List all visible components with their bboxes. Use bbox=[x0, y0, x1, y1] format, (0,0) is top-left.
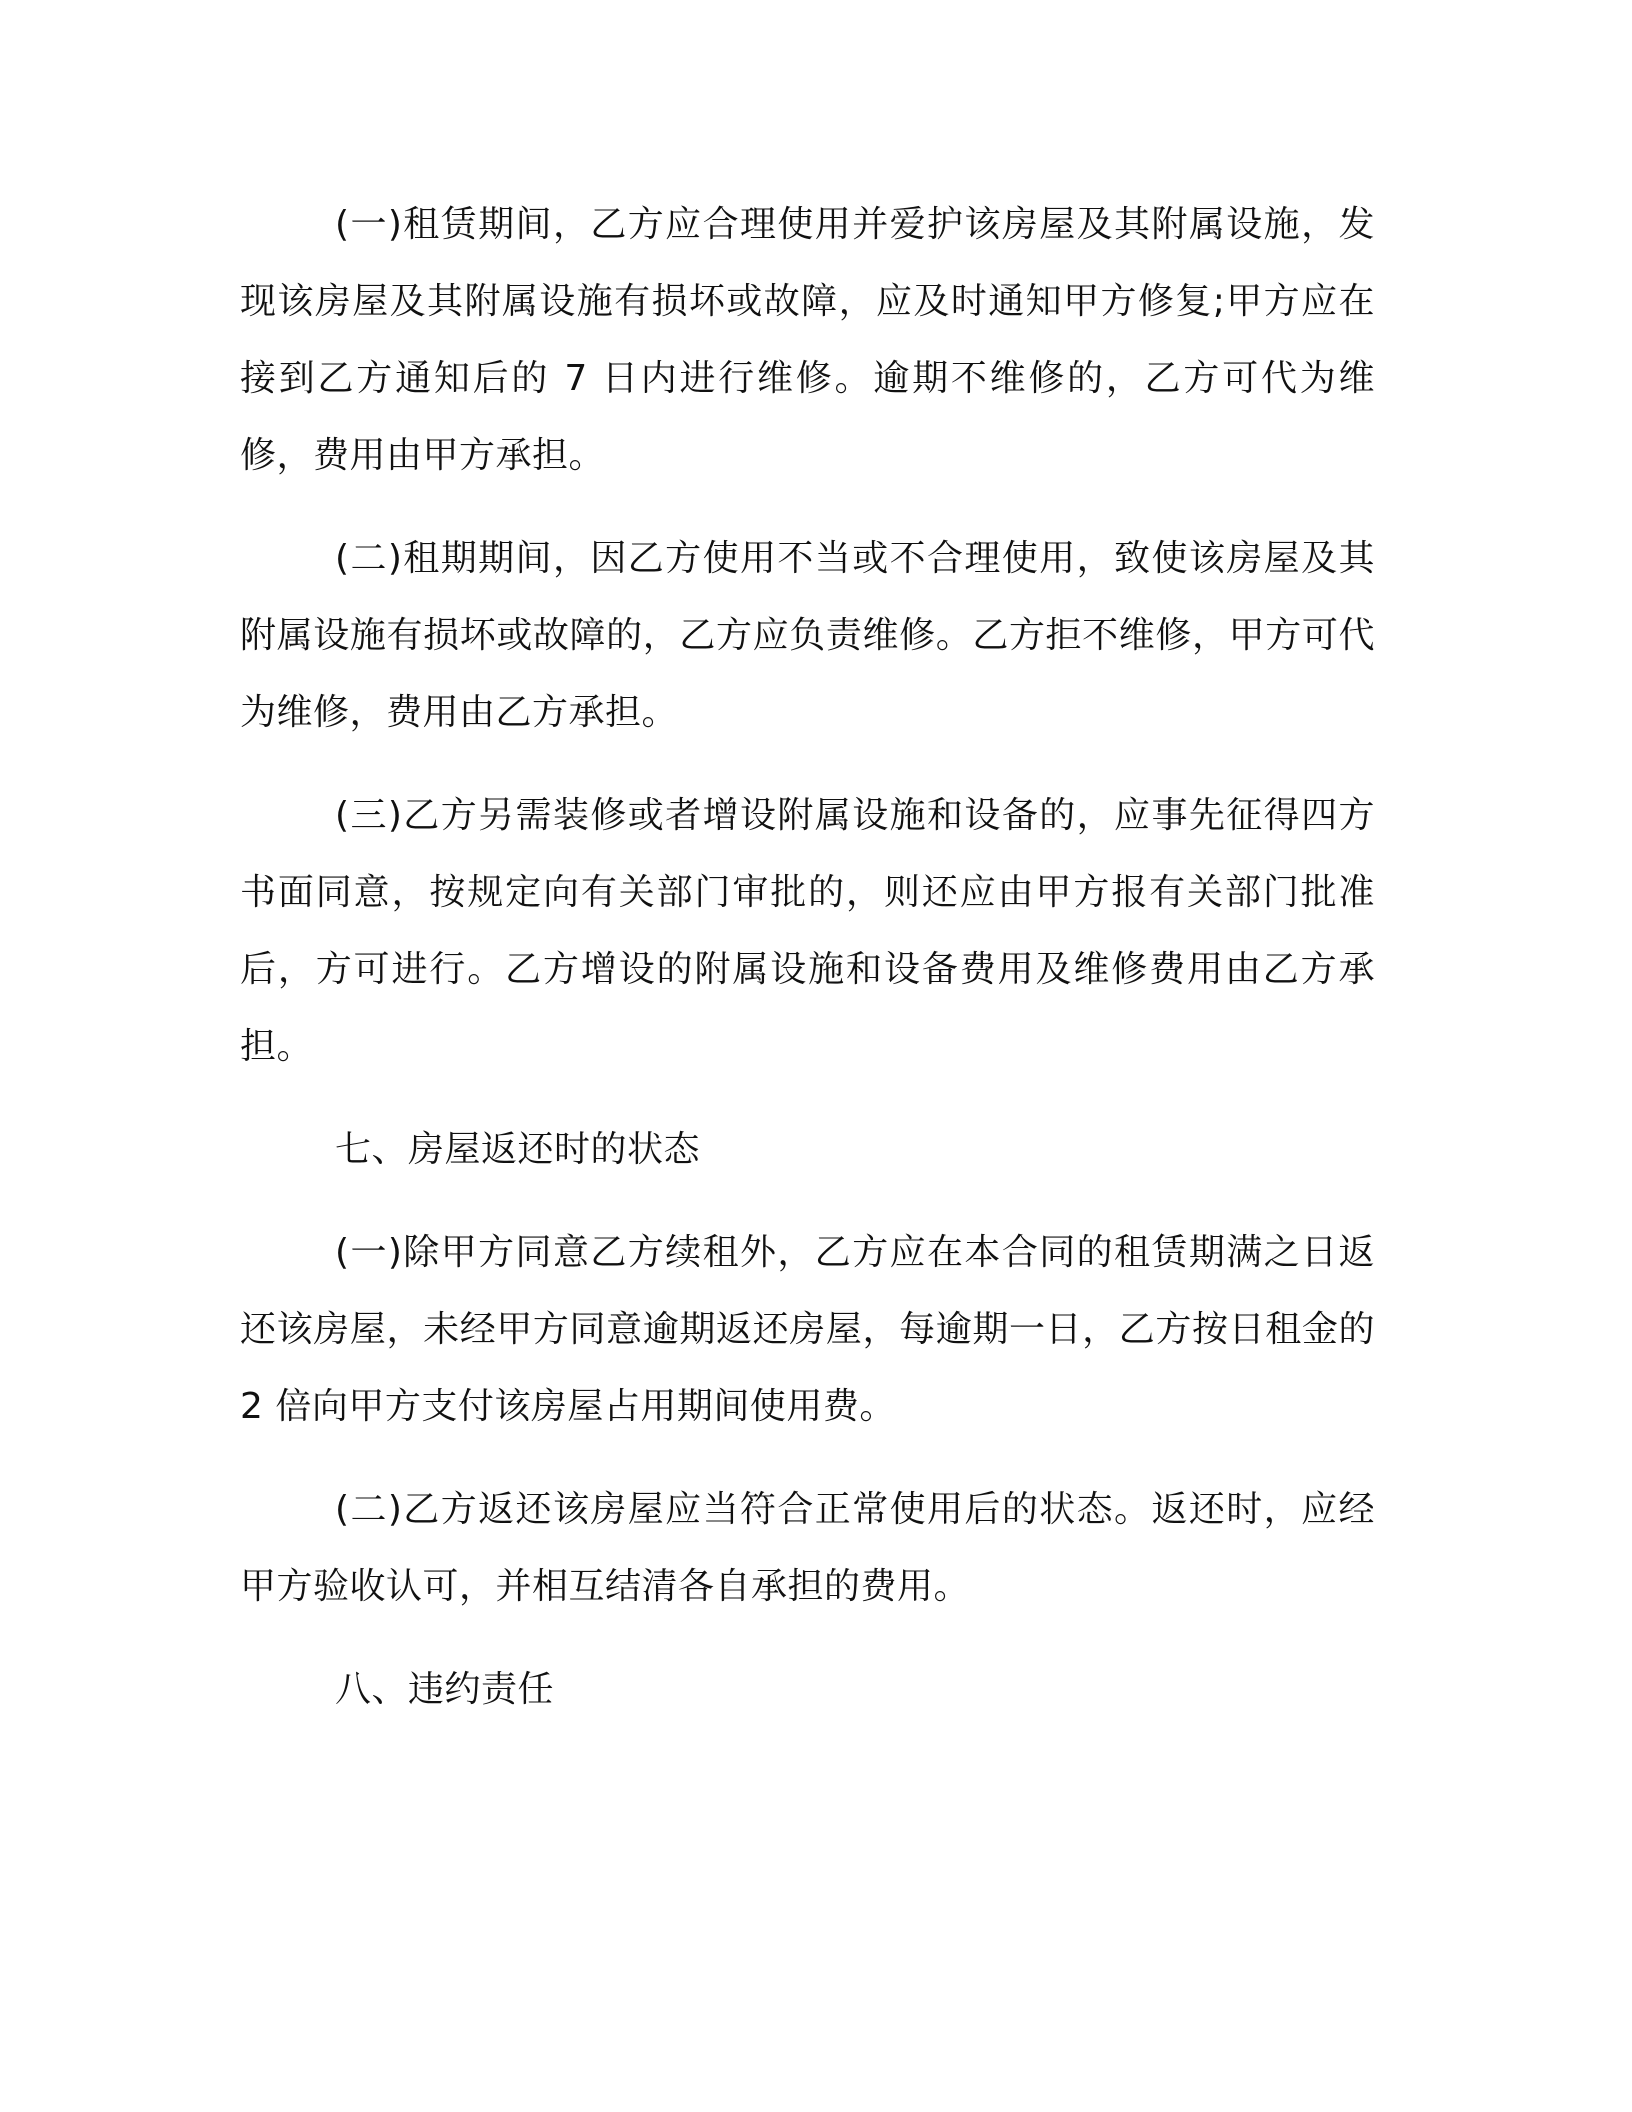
paragraph-return-condition: (二)乙方返还该房屋应当符合正常使用后的状态。返还时，应经甲方验收认可，并相互结清各自承担的费用。 bbox=[240, 1489, 1375, 1607]
paragraph-return-on-expiry: (一)除甲方同意乙方续租外，乙方应在本合同的租赁期满之日返还该房屋，未经甲方同意逾期返还房屋，每逾期一日，乙方按日租金的 2 倍向甲方支付该房屋占用期间使用费。 bbox=[240, 1232, 1375, 1427]
section-heading-return-state: 七、房屋返还时的状态 bbox=[335, 1129, 701, 1170]
paragraph-renovation: (三)乙方另需装修或者增设附属设施和设备的，应事先征得四方书面同意，按规定向有关部门审批的，则还应由甲方报有关部门批准后，方可进行。乙方增设的附属设施和设备费用及维修费用由乙方承担。 bbox=[240, 795, 1375, 1067]
paragraph-repair-notice: (一)租赁期间，乙方应合理使用并爱护该房屋及其附属设施，发现该房屋及其附属设施有损坏或故障，应及时通知甲方修复;甲方应在接到乙方通知后的 7 日内进行维修。逾期不维修的，乙方可代为维修，费用由甲方承担。 bbox=[240, 204, 1375, 476]
paragraph-improper-use: (二)租期期间，因乙方使用不当或不合理使用，致使该房屋及其附属设施有损坏或故障的，乙方应负责维修。乙方拒不维修，甲方可代为维修，费用由乙方承担。 bbox=[240, 538, 1375, 733]
document-body bbox=[240, 186, 1375, 1754]
section-heading-liability: 八、违约责任 bbox=[335, 1669, 555, 1710]
